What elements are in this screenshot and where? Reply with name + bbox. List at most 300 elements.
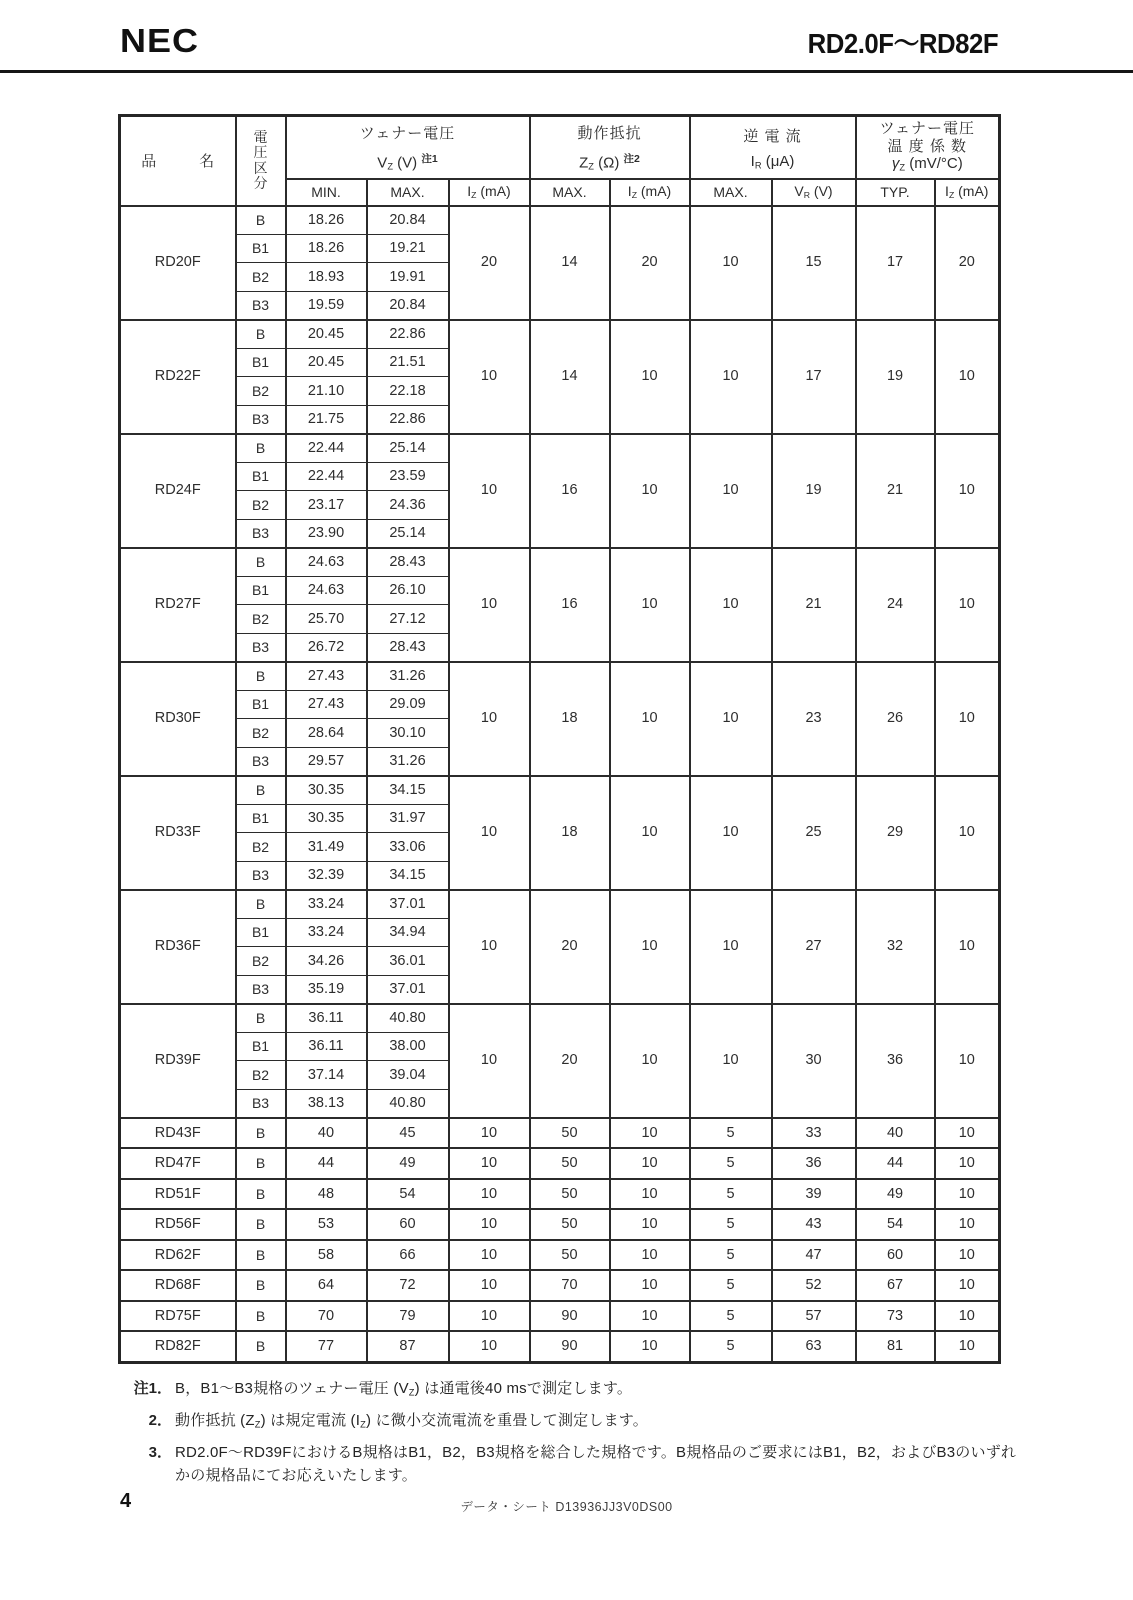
value-cell: 28.64 xyxy=(286,719,367,748)
value-cell: 5 xyxy=(690,1240,772,1271)
value-cell: 48 xyxy=(286,1179,367,1210)
group-symbol-unit xyxy=(857,155,999,176)
value-cell: 29 xyxy=(856,776,935,890)
value-cell: 21.51 xyxy=(367,348,449,377)
value-cell: 40 xyxy=(286,1118,367,1149)
spec-table xyxy=(118,114,1001,1364)
value-cell: 10 xyxy=(610,776,690,890)
table-row xyxy=(120,320,1000,349)
group-title-line: 逆 電 流 xyxy=(743,127,802,145)
value-cell: 22.44 xyxy=(286,462,367,491)
value-cell: 10 xyxy=(690,548,772,662)
value-cell: 49 xyxy=(367,1148,449,1179)
value-cell: 19 xyxy=(772,434,856,548)
value-cell: 10 xyxy=(610,1148,690,1179)
value-cell: 25.14 xyxy=(367,434,449,463)
table-row xyxy=(120,1148,1000,1179)
value-cell: 19.91 xyxy=(367,263,449,292)
value-cell: 34.94 xyxy=(367,918,449,947)
value-cell: 49 xyxy=(856,1179,935,1210)
value-cell: 79 xyxy=(367,1301,449,1332)
value-cell: 10 xyxy=(610,1240,690,1271)
value-cell: 50 xyxy=(530,1118,610,1149)
voltage-class-cell: B3 xyxy=(236,747,286,776)
footnote-label: 2． xyxy=(148,1411,172,1429)
vertical-char: 電 xyxy=(253,128,268,145)
value-cell: 20.84 xyxy=(367,206,449,235)
value-cell: 43 xyxy=(772,1209,856,1240)
label-segment: Z xyxy=(588,162,594,173)
value-cell: 64 xyxy=(286,1270,367,1301)
table-row xyxy=(120,776,1000,805)
value-cell: 10 xyxy=(935,662,1000,776)
product-name-cell: RD27F xyxy=(120,548,236,662)
value-cell: 16 xyxy=(530,434,610,548)
table-row xyxy=(120,1209,1000,1240)
label-segment: (mA) xyxy=(637,183,672,200)
value-cell: 10 xyxy=(449,548,530,662)
label-segment: MAX. xyxy=(713,184,748,200)
value-cell: 22.44 xyxy=(286,434,367,463)
voltage-class-cell: B xyxy=(236,1004,286,1033)
value-cell: 5 xyxy=(690,1270,772,1301)
value-cell: 32 xyxy=(856,890,935,1004)
value-cell: 10 xyxy=(935,1270,1000,1301)
value-cell: 39.04 xyxy=(367,1061,449,1090)
label-segment: R xyxy=(803,190,811,201)
value-cell: 72 xyxy=(367,1270,449,1301)
label-segment: B，B1～B3規格のツェナー電圧 (V xyxy=(175,1379,409,1397)
product-name-cell: RD22F xyxy=(120,320,236,434)
col-group-header-0 xyxy=(286,116,530,179)
value-cell: 18 xyxy=(530,776,610,890)
value-cell: 15 xyxy=(772,206,856,320)
value-cell: 10 xyxy=(690,662,772,776)
product-name-cell: RD82F xyxy=(120,1331,236,1362)
col-header-product: 品 名 xyxy=(120,116,236,206)
value-cell: 36 xyxy=(772,1148,856,1179)
value-cell: 30.10 xyxy=(367,719,449,748)
label-segment: Z xyxy=(899,161,906,172)
label-segment: γ xyxy=(891,154,900,172)
value-cell: 50 xyxy=(530,1240,610,1271)
voltage-class-cell: B2 xyxy=(236,263,286,292)
value-cell: 26.10 xyxy=(367,576,449,605)
product-name-cell: RD39F xyxy=(120,1004,236,1118)
voltage-class-cell: B2 xyxy=(236,947,286,976)
value-cell: 18.93 xyxy=(286,263,367,292)
voltage-class-cell: B1 xyxy=(236,234,286,263)
voltage-class-cell: B2 xyxy=(236,833,286,862)
value-cell: 10 xyxy=(449,1331,530,1362)
label-segment: I xyxy=(627,183,632,200)
value-cell: 40.80 xyxy=(367,1004,449,1033)
value-cell: 10 xyxy=(935,890,1000,1004)
value-cell: 20 xyxy=(530,890,610,1004)
label-segment: ) は通電後40 msで測定します。 xyxy=(414,1379,633,1397)
value-cell: 38.13 xyxy=(286,1089,367,1118)
part-range-title: RD2.0F～RD82F xyxy=(807,28,998,59)
voltage-class-cell: B1 xyxy=(236,804,286,833)
value-cell: 18.26 xyxy=(286,206,367,235)
value-cell: 31.26 xyxy=(367,747,449,776)
product-name-cell: RD51F xyxy=(120,1179,236,1210)
label-segment: MIN. xyxy=(311,184,341,200)
voltage-class-cell: B xyxy=(236,1148,286,1179)
value-cell: 73 xyxy=(856,1301,935,1332)
col-subheader xyxy=(530,179,610,206)
value-cell: 10 xyxy=(449,1148,530,1179)
product-name-cell: RD43F xyxy=(120,1118,236,1149)
table-row xyxy=(120,206,1000,235)
value-cell: 60 xyxy=(856,1240,935,1271)
label-segment: ) は規定電流 (I xyxy=(260,1411,361,1429)
value-cell: 22.86 xyxy=(367,320,449,349)
label-segment: V xyxy=(794,183,804,200)
col-header-voltage-class xyxy=(236,116,286,206)
value-cell: 30.35 xyxy=(286,776,367,805)
label-segment: R xyxy=(754,159,762,170)
table-row xyxy=(120,1118,1000,1149)
label-segment: Z xyxy=(631,190,637,201)
voltage-class-cell: B xyxy=(236,1118,286,1149)
product-name-cell: RD33F xyxy=(120,776,236,890)
value-cell: 20.45 xyxy=(286,348,367,377)
value-cell: 58 xyxy=(286,1240,367,1271)
group-title-line: ツェナー電圧 xyxy=(359,125,456,143)
value-cell: 10 xyxy=(449,890,530,1004)
value-cell: 37.01 xyxy=(367,890,449,919)
voltage-class-cell: B xyxy=(236,548,286,577)
value-cell: 18 xyxy=(530,662,610,776)
value-cell: 10 xyxy=(935,1331,1000,1362)
value-cell: 90 xyxy=(530,1301,610,1332)
group-symbol-unit xyxy=(691,153,855,174)
value-cell: 21 xyxy=(856,434,935,548)
value-cell: 10 xyxy=(690,206,772,320)
value-cell: 81 xyxy=(856,1331,935,1362)
col-subheader xyxy=(772,179,856,206)
col-subheader xyxy=(690,179,772,206)
table-row xyxy=(120,1301,1000,1332)
group-title-line: 動作抵抗 xyxy=(577,125,642,143)
value-cell: 29.57 xyxy=(286,747,367,776)
col-group-header-2 xyxy=(690,116,856,179)
value-cell: 25.70 xyxy=(286,605,367,634)
value-cell: 30 xyxy=(772,1004,856,1118)
value-cell: 39 xyxy=(772,1179,856,1210)
label-segment: Z xyxy=(408,1386,415,1397)
value-cell: 10 xyxy=(935,1301,1000,1332)
value-cell: 17 xyxy=(772,320,856,434)
voltage-class-cell: B xyxy=(236,1240,286,1271)
voltage-class-cell: B1 xyxy=(236,348,286,377)
voltage-class-cell: B xyxy=(236,776,286,805)
header-row-groups xyxy=(120,116,1000,179)
value-cell: 10 xyxy=(935,1209,1000,1240)
document-id: データ・シート D13936JJ3V0DS00 xyxy=(460,1500,673,1514)
label-segment: V xyxy=(377,154,388,172)
table-row xyxy=(120,1240,1000,1271)
value-cell: 16 xyxy=(530,548,610,662)
value-cell: 10 xyxy=(690,434,772,548)
label-segment: MAX. xyxy=(552,184,587,200)
value-cell: 90 xyxy=(530,1331,610,1362)
value-cell: 19.21 xyxy=(367,234,449,263)
voltage-class-cell: B xyxy=(236,1301,286,1332)
value-cell: 37.01 xyxy=(367,975,449,1004)
footnote-text xyxy=(172,1441,1025,1488)
vertical-char: 圧 xyxy=(253,144,268,161)
label-segment: Z xyxy=(360,1419,367,1430)
value-cell: 10 xyxy=(610,1179,690,1210)
table-row xyxy=(120,1331,1000,1362)
value-cell: 5 xyxy=(690,1301,772,1332)
value-cell: 70 xyxy=(286,1301,367,1332)
value-cell: 10 xyxy=(690,776,772,890)
label-segment: RD2.0F～RD39FにおけるB規格はB1，B2，B3規格を総合した規格です。B規格品のご要求にはB1，B2，およびB3のいずれかの規格品にてお応えいたします。 xyxy=(175,1444,1017,1485)
value-cell: 14 xyxy=(530,320,610,434)
label-segment: I xyxy=(945,183,949,200)
label-segment: I xyxy=(467,183,472,200)
col-subheader xyxy=(286,179,367,206)
value-cell: 38.00 xyxy=(367,1032,449,1061)
nec-logo: NEC xyxy=(120,21,200,60)
value-cell: 77 xyxy=(286,1331,367,1362)
voltage-class-cell: B1 xyxy=(236,576,286,605)
label-segment: 注2 xyxy=(623,153,640,166)
value-cell: 5 xyxy=(690,1118,772,1149)
value-cell: 33.24 xyxy=(286,918,367,947)
product-name-cell: RD56F xyxy=(120,1209,236,1240)
value-cell: 87 xyxy=(367,1331,449,1362)
col-subheader xyxy=(449,179,530,206)
value-cell: 53 xyxy=(286,1209,367,1240)
value-cell: 23.59 xyxy=(367,462,449,491)
value-cell: 47 xyxy=(772,1240,856,1271)
value-cell: 10 xyxy=(610,1209,690,1240)
group-title-line: ツェナー電圧 xyxy=(879,119,975,137)
value-cell: 25 xyxy=(772,776,856,890)
voltage-class-cell: B xyxy=(236,1179,286,1210)
label-segment: Z xyxy=(387,162,393,173)
value-cell: 10 xyxy=(449,1240,530,1271)
value-cell: 5 xyxy=(690,1148,772,1179)
label-segment: (V) xyxy=(393,154,422,172)
value-cell: 31.26 xyxy=(367,662,449,691)
value-cell: 44 xyxy=(286,1148,367,1179)
value-cell: 33.06 xyxy=(367,833,449,862)
col-subheader xyxy=(367,179,449,206)
value-cell: 31.97 xyxy=(367,804,449,833)
col-subheader xyxy=(856,179,935,206)
voltage-class-cell: B2 xyxy=(236,719,286,748)
value-cell: 28.43 xyxy=(367,633,449,662)
voltage-class-cell: B3 xyxy=(236,519,286,548)
product-name-cell: RD47F xyxy=(120,1148,236,1179)
value-cell: 5 xyxy=(690,1331,772,1362)
value-cell: 60 xyxy=(367,1209,449,1240)
label-segment: Z xyxy=(579,154,589,172)
voltage-class-cell: B xyxy=(236,1331,286,1362)
label-segment: I xyxy=(750,152,755,170)
footnote-1 xyxy=(120,1377,1025,1400)
value-cell: 44 xyxy=(856,1148,935,1179)
voltage-class-cell: B xyxy=(236,1270,286,1301)
product-name-cell: RD36F xyxy=(120,890,236,1004)
group-symbol-unit xyxy=(287,150,529,176)
table-row xyxy=(120,1004,1000,1033)
voltage-class-cell: B xyxy=(236,890,286,919)
voltage-class-cell: B2 xyxy=(236,605,286,634)
voltage-class-cell: B xyxy=(236,434,286,463)
value-cell: 10 xyxy=(610,1270,690,1301)
spec-table-body xyxy=(120,206,1000,1363)
value-cell: 22.86 xyxy=(367,405,449,434)
value-cell: 50 xyxy=(530,1179,610,1210)
value-cell: 24.63 xyxy=(286,548,367,577)
value-cell: 10 xyxy=(449,662,530,776)
value-cell: 10 xyxy=(449,1270,530,1301)
voltage-class-cell: B xyxy=(236,320,286,349)
value-cell: 10 xyxy=(610,1331,690,1362)
table-row xyxy=(120,1179,1000,1210)
footnote-2 xyxy=(120,1409,1025,1432)
value-cell: 27.43 xyxy=(286,662,367,691)
value-cell: 24 xyxy=(856,548,935,662)
label-segment: MAX. xyxy=(390,184,425,200)
label-segment: 動作抵抗 (Z xyxy=(175,1411,255,1429)
value-cell: 19.59 xyxy=(286,291,367,320)
value-cell: 21.75 xyxy=(286,405,367,434)
value-cell: 30.35 xyxy=(286,804,367,833)
voltage-class-cell: B1 xyxy=(236,462,286,491)
table-row xyxy=(120,1270,1000,1301)
value-cell: 10 xyxy=(935,320,1000,434)
voltage-class-cell: B xyxy=(236,206,286,235)
value-cell: 10 xyxy=(449,320,530,434)
value-cell: 31.49 xyxy=(286,833,367,862)
group-title-line: 温 度 係 数 xyxy=(887,137,968,155)
value-cell: 67 xyxy=(856,1270,935,1301)
voltage-class-cell: B3 xyxy=(236,291,286,320)
footnote-label: 3． xyxy=(148,1444,172,1461)
voltage-class-cell: B3 xyxy=(236,405,286,434)
value-cell: 10 xyxy=(935,1118,1000,1149)
value-cell: 10 xyxy=(610,662,690,776)
label-segment: (V) xyxy=(810,183,833,200)
voltage-class-cell: B3 xyxy=(236,975,286,1004)
value-cell: 36.01 xyxy=(367,947,449,976)
value-cell: 20 xyxy=(530,1004,610,1118)
value-cell: 20.84 xyxy=(367,291,449,320)
value-cell: 10 xyxy=(449,1209,530,1240)
product-name-cell: RD30F xyxy=(120,662,236,776)
product-name-cell: RD68F xyxy=(120,1270,236,1301)
value-cell: 40.80 xyxy=(367,1089,449,1118)
voltage-class-cell: B xyxy=(236,1209,286,1240)
footnote-text xyxy=(172,1377,1025,1400)
value-cell: 29.09 xyxy=(367,690,449,719)
value-cell: 10 xyxy=(610,548,690,662)
value-cell: 10 xyxy=(935,548,1000,662)
value-cell: 20 xyxy=(935,206,1000,320)
label-segment: Z xyxy=(471,190,477,201)
value-cell: 10 xyxy=(690,890,772,1004)
value-cell: 19 xyxy=(856,320,935,434)
voltage-class-cell: B1 xyxy=(236,1032,286,1061)
value-cell: 27 xyxy=(772,890,856,1004)
voltage-class-cell: B2 xyxy=(236,377,286,406)
table-row xyxy=(120,662,1000,691)
value-cell: 40 xyxy=(856,1118,935,1149)
value-cell: 10 xyxy=(449,1004,530,1118)
table-row xyxy=(120,434,1000,463)
label-segment: Z xyxy=(948,190,955,201)
value-cell: 20 xyxy=(449,206,530,320)
footnote-3 xyxy=(120,1441,1025,1488)
voltage-class-cell: B1 xyxy=(236,690,286,719)
value-cell: 10 xyxy=(449,1179,530,1210)
label-segment: (Ω) xyxy=(593,154,624,172)
value-cell: 20.45 xyxy=(286,320,367,349)
value-cell: 34.15 xyxy=(367,776,449,805)
col-subheader xyxy=(610,179,690,206)
value-cell: 10 xyxy=(935,1179,1000,1210)
value-cell: 34.15 xyxy=(367,861,449,890)
value-cell: 10 xyxy=(610,1301,690,1332)
value-cell: 36.11 xyxy=(286,1032,367,1061)
value-cell: 27.43 xyxy=(286,690,367,719)
voltage-class-cell: B2 xyxy=(236,491,286,520)
label-segment: ) に微小交流電流を重畳して測定します。 xyxy=(366,1411,648,1429)
value-cell: 36 xyxy=(856,1004,935,1118)
value-cell: 10 xyxy=(610,890,690,1004)
voltage-class-cell: B3 xyxy=(236,633,286,662)
value-cell: 10 xyxy=(449,1301,530,1332)
footnotes xyxy=(120,1377,1025,1488)
value-cell: 10 xyxy=(610,1118,690,1149)
label-segment: (mA) xyxy=(476,183,511,200)
footnote-label: 注1． xyxy=(133,1379,172,1397)
value-cell: 33.24 xyxy=(286,890,367,919)
label-segment: Z xyxy=(254,1419,261,1430)
value-cell: 10 xyxy=(935,434,1000,548)
value-cell: 10 xyxy=(449,434,530,548)
product-name-cell: RD24F xyxy=(120,434,236,548)
value-cell: 26.72 xyxy=(286,633,367,662)
value-cell: 32.39 xyxy=(286,861,367,890)
value-cell: 10 xyxy=(690,320,772,434)
col-group-header-1 xyxy=(530,116,690,179)
value-cell: 45 xyxy=(367,1118,449,1149)
vertical-char: 分 xyxy=(253,175,268,192)
value-cell: 10 xyxy=(610,320,690,434)
value-cell: 23.17 xyxy=(286,491,367,520)
product-name-cell: RD75F xyxy=(120,1301,236,1332)
voltage-class-cell: B2 xyxy=(236,1061,286,1090)
value-cell: 28.43 xyxy=(367,548,449,577)
value-cell: 63 xyxy=(772,1331,856,1362)
value-cell: 17 xyxy=(856,206,935,320)
value-cell: 5 xyxy=(690,1209,772,1240)
value-cell: 27.12 xyxy=(367,605,449,634)
value-cell: 5 xyxy=(690,1179,772,1210)
table-row xyxy=(120,890,1000,919)
value-cell: 24.63 xyxy=(286,576,367,605)
value-cell: 21 xyxy=(772,548,856,662)
table-row xyxy=(120,548,1000,577)
